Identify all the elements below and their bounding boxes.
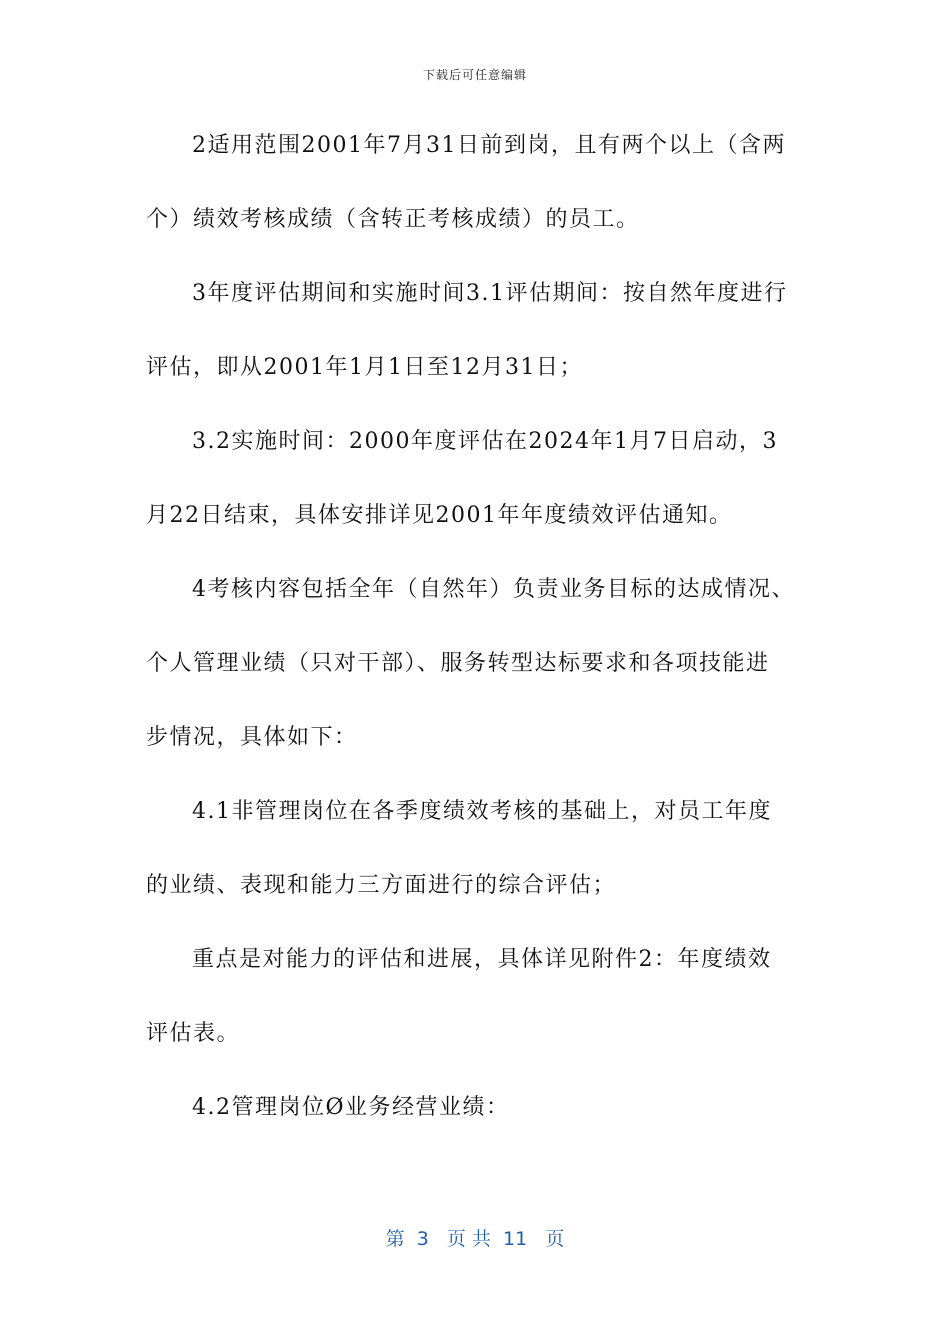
paragraph-line: 重点是对能力的评估和进展，具体详见附件2：年度绩效 — [192, 947, 772, 972]
paragraph-line: 步情况，具体如下： — [146, 725, 358, 750]
document-body — [146, 124, 810, 1160]
page-number-footer: 第 3 页 共 11 页 — [385, 1228, 565, 1250]
paragraph-line: 4.1非管理岗位在各季度绩效考核的基础上，对员工年度 — [192, 799, 772, 824]
paragraph-line: 2适用范围2001年7月31日前到岗，且有两个以上（含两 — [192, 133, 786, 158]
paragraph-line: 的业绩、表现和能力三方面进行的综合评估； — [146, 873, 617, 898]
paragraph-line: 4.2管理岗位Ø业务经营业绩： — [192, 1095, 510, 1120]
paragraph-line: 个）绩效考核成绩（含转正考核成绩）的员工。 — [146, 207, 640, 232]
paragraph-line: 评估表。 — [146, 1021, 241, 1046]
paragraph-line: 个人管理业绩（只对干部）、服务转型达标要求和各项技能进 — [146, 651, 770, 676]
paragraph-line: 4考核内容包括全年（自然年）负责业务目标的达成情况、 — [192, 577, 795, 602]
paragraph-line: 3年度评估期间和实施时间3.1评估期间：按自然年度进行 — [192, 281, 788, 306]
page-header: 下载后可任意编辑 — [422, 68, 527, 82]
paragraph-line: 3.2实施时间：2000年度评估在2024年1月7日启动，3 — [192, 429, 778, 454]
paragraph-line: 月22日结束，具体安排详见2001年年度绩效评估通知。 — [146, 503, 733, 528]
paragraph-line: 评估，即从2001年1月1日至12月31日； — [146, 355, 583, 380]
